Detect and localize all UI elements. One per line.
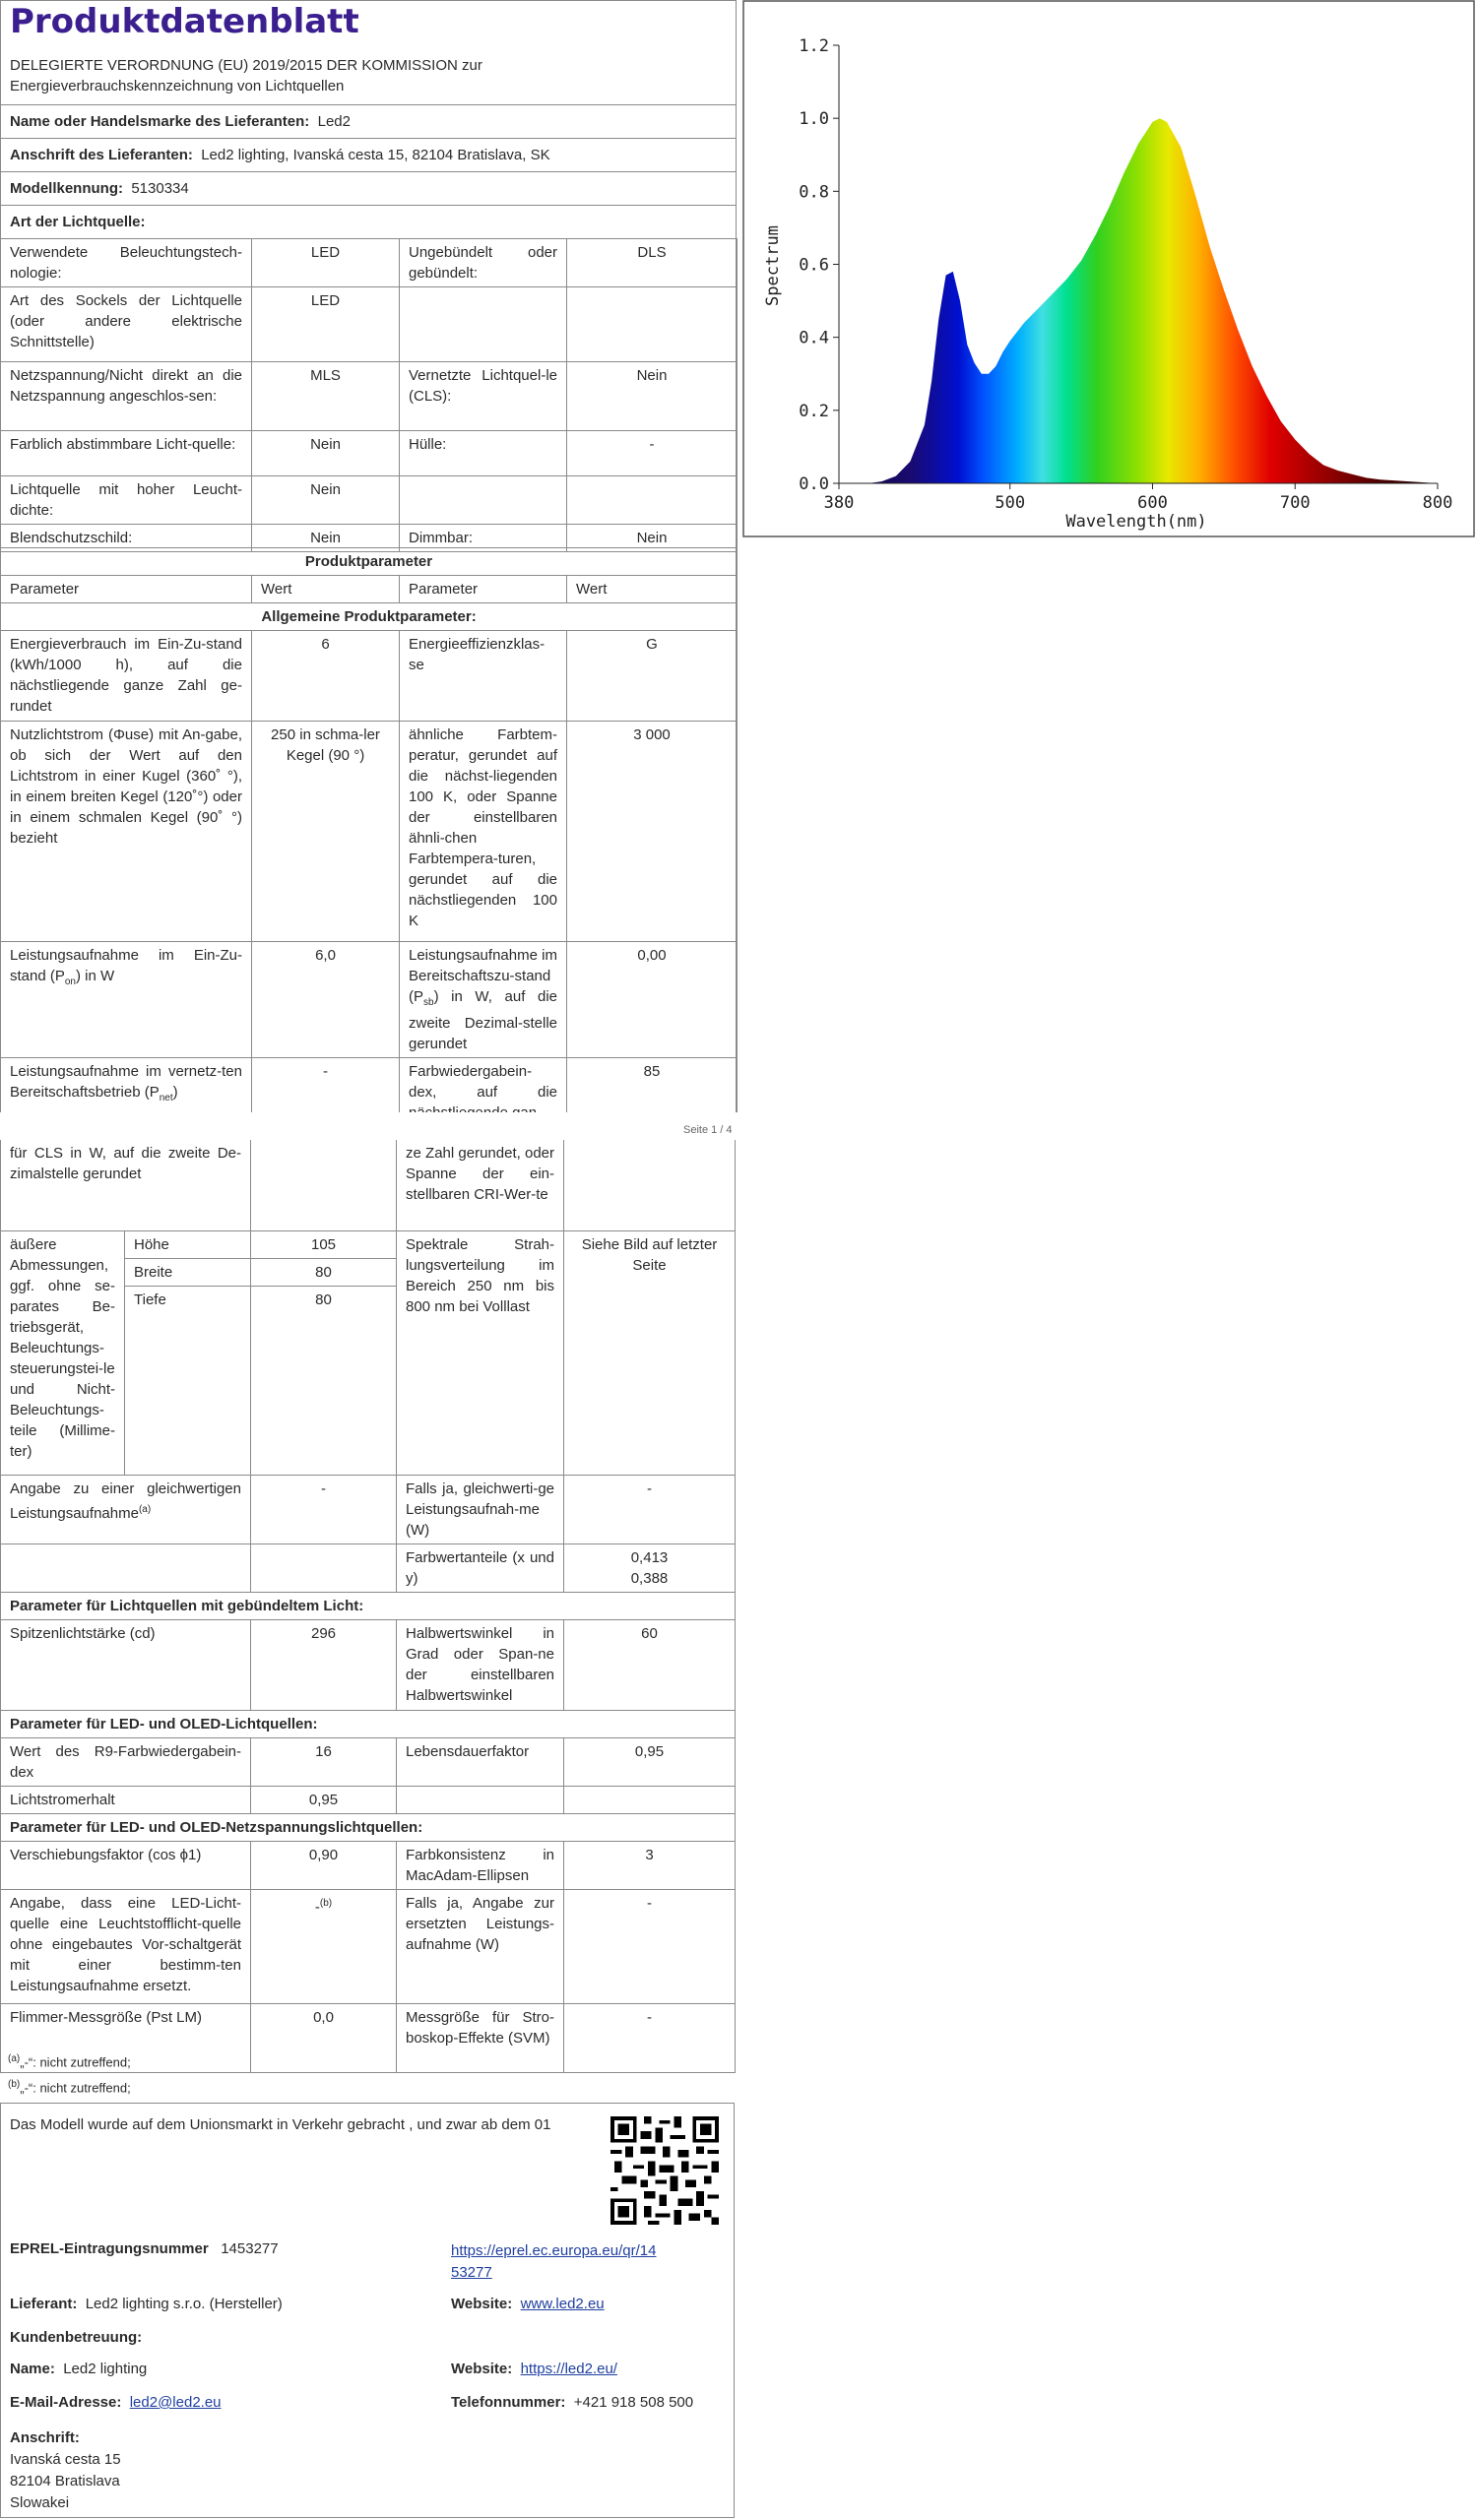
eprel-link[interactable]: https://eprel.ec.europa.eu/qr/14 53277 — [451, 2242, 657, 2281]
supplier-name: Led2 — [317, 113, 351, 130]
address-block: Anschrift: Ivanská cesta 15 82104 Bratislava Slowakei — [10, 2429, 121, 2511]
market-text: Das Modell wurde auf dem Unionsmarkt in Verkehr gebracht , und zwar ab dem 01 — [10, 2116, 551, 2133]
page-break — [0, 1112, 738, 1140]
lightsource-table: Verwendete Beleuchtungstech-nologie: LED Ungebündelt oder gebündelt: DLS Art des Sockels der Lichtquelle (oder andere elektrische Schnittstelle) LED Netzspannung/Nicht direkt an die Netzspannung angeschlos-sen: MLS Vernetzte Lichtquel-le (CLS): Nein Farblich abstimmbare Licht-quelle: Nein Hülle: - Lichtquelle mit hoher Leucht-dichte: Nein Blendschutzschild: Nein Dimmbar: Nein — [0, 238, 738, 552]
y-tick-label: 0.2 — [799, 401, 829, 421]
regulation-text: DELEGIERTE VERORDNUNG (EU) 2019/2015 DER KOMMISSION zur Energieverbrauchskennzeichnung von Lichtquellen — [10, 57, 482, 94]
y-tick-label: 0.0 — [799, 474, 829, 494]
supplier-address: Led2 lighting, Ivanská cesta 15, 82104 Bratislava, SK — [201, 147, 550, 163]
y-tick-label: 0.4 — [799, 328, 829, 348]
website2-link[interactable]: https://led2.eu/ — [520, 2361, 617, 2377]
x-tick-label: 600 — [1137, 493, 1168, 513]
y-tick-label: 1.2 — [799, 36, 829, 56]
y-tick-label: 0.8 — [799, 182, 829, 203]
website-row: Website: www.led2.eu — [451, 2296, 605, 2312]
page-number: Seite 1 / 4 — [683, 1124, 733, 1136]
email-link[interactable]: led2@led2.eu — [129, 2394, 222, 2411]
service-name-row: Name: Led2 lighting — [10, 2361, 148, 2377]
footnote-b: $^{(b)}$„-“: nicht zutreffend; — [8, 2079, 131, 2096]
website-link[interactable]: www.led2.eu — [520, 2296, 605, 2312]
service-heading: Kundenbetreuung: — [10, 2329, 143, 2346]
spectrum-chart — [742, 0, 1475, 537]
email-row: E-Mail-Adresse: led2@led2.eu — [10, 2394, 222, 2411]
x-tick-label: 800 — [1422, 493, 1453, 513]
params-table-page2: für CLS in W, auf die zweite De-zimalstelle gerundet ze Zahl gerundet, oder Spanne der ein-stellbaren CRI-Wer-te äußere Abmessungen, ggf. ohne se-parates Be-triebsgerät, Beleuchtungs-steuerungstei-le und Nicht-Beleuchtungs-teile (Millime-ter) Höhe 105 Spektrale Strah-lungsverteilung im Bereich 250 nm bis 800 nm bei Volllast Siehe Bild auf letzter Seite Breite 80 Tiefe 80 Angabe zu einer gleichwertigen Leistungsaufnahme$^{(a)}$ - Falls ja, gleichwerti-ge Leistungsaufnah-me (W) - Farbwertanteile (x und y) 0,413 0,388 Parameter für Lichtquellen mit gebündeltem Licht: Spitzenlichtstärke (cd) 296 Halbwertswinkel in Grad oder Span-ne der einstellbaren Halbwertswinkel 60 Parameter für LED- und OLED-Lichtquellen: Wert des R9-Farbwiedergabein-dex 16 Lebensdauerfaktor 0,95 Lichtstromerhalt 0,95 Parameter für LED- und OLED-Netzspannungslichtquellen: Verschiebungsfaktor (cos ϕ1) 0,90 Farbkonsistenz in MacAdam-Ellipsen 3 Angabe, dass eine LED-Licht-quelle eine Leuchtstofflicht-quelle ohne eingebautes Vor-schaltgerät mit einer bestimm-ten Leistungsaufnahme ersetzt. -$^{(b)}$ Falls ja, Angabe zur ersetzten Leistungs-aufnahme (W) - Flimmer-Messgröße (Pst LM) 0,0 Messgröße für Stro-boskop-Effekte (SVM) - — [0, 1140, 736, 2073]
params-heading: Produktparameter — [1, 548, 738, 576]
y-tick-label: 0.6 — [799, 255, 829, 276]
params-table-page1: Produktparameter Parameter Wert Parameter Wert Allgemeine Produktparameter: Energieverbrauch im Ein-Zu-stand (kWh/1000 h), auf die nächstliegende ganze Zahl ge-rundet 6 Energieeffizienzklas-se G Nutzlichtstrom (Φuse) mit An-gabe, ob sich der Wert auf den Lichtstrom in einer Kugel (360˚ °), in einem breiten Kegel (120˚°) oder in einem schmalen Kegel (90˚ °) bezieht 250 in schma-ler Kegel (90 °) ähnliche Farbtem-peratur, gerundet auf die nächst-liegenden 100 K, oder Spanne der einstellbaren ähnli-chen Farbtempera-turen, gerundet auf die nächstliegenden 100 K 3 000 Leistungsaufnahme im Ein-Zu-stand $(P_{on})$ in W 6,0 Leistungsaufnahme im Bereitschaftszu-stand $(P_{sb})$ in W, auf die zweite Dezimal-stelle gerundet 0,00 Leistungsaufnahme im vernetz-ten Bereitschaftsbetrieb $(P_{net})$ - Farbwiedergabein-dex, auf die 85 — [0, 547, 738, 1127]
x-tick-label: 380 — [823, 493, 855, 513]
y-tick-label: 1.0 — [799, 109, 829, 130]
eprel-number: 1453277 — [221, 2240, 279, 2257]
y-axis-label: Spectrum — [763, 225, 783, 306]
phone-row: Telefonnummer: +421 918 508 500 — [451, 2394, 694, 2411]
x-tick-label: 500 — [995, 493, 1026, 513]
qr-code-icon[interactable] — [610, 2116, 719, 2225]
x-axis-label: Wavelength(nm) — [1065, 512, 1207, 532]
website2-row: Website: https://led2.eu/ — [451, 2361, 617, 2377]
footnote-a: $^{(a)}$„-“: nicht zutreffend; — [8, 2053, 131, 2070]
x-tick-label: 700 — [1279, 493, 1311, 513]
page-title: Produktdatenblatt — [10, 2, 359, 41]
type-heading: Art der Lichtquelle: — [1, 206, 737, 239]
eprel-row: EPREL-Eintragungsnummer 1453277 — [10, 2240, 279, 2257]
model-id: 5130334 — [131, 180, 189, 197]
supplier-row: Lieferant: Led2 lighting s.r.o. (Hersteller) — [10, 2296, 283, 2312]
supplier-table: Name oder Handelsmarke des Lieferanten: Led2 Anschrift des Lieferanten: Led2 lighting, Ivanská cesta 15, 82104 Bratislava, SK Modellkennung: 5130334 Art der Lichtquelle: — [0, 104, 737, 239]
